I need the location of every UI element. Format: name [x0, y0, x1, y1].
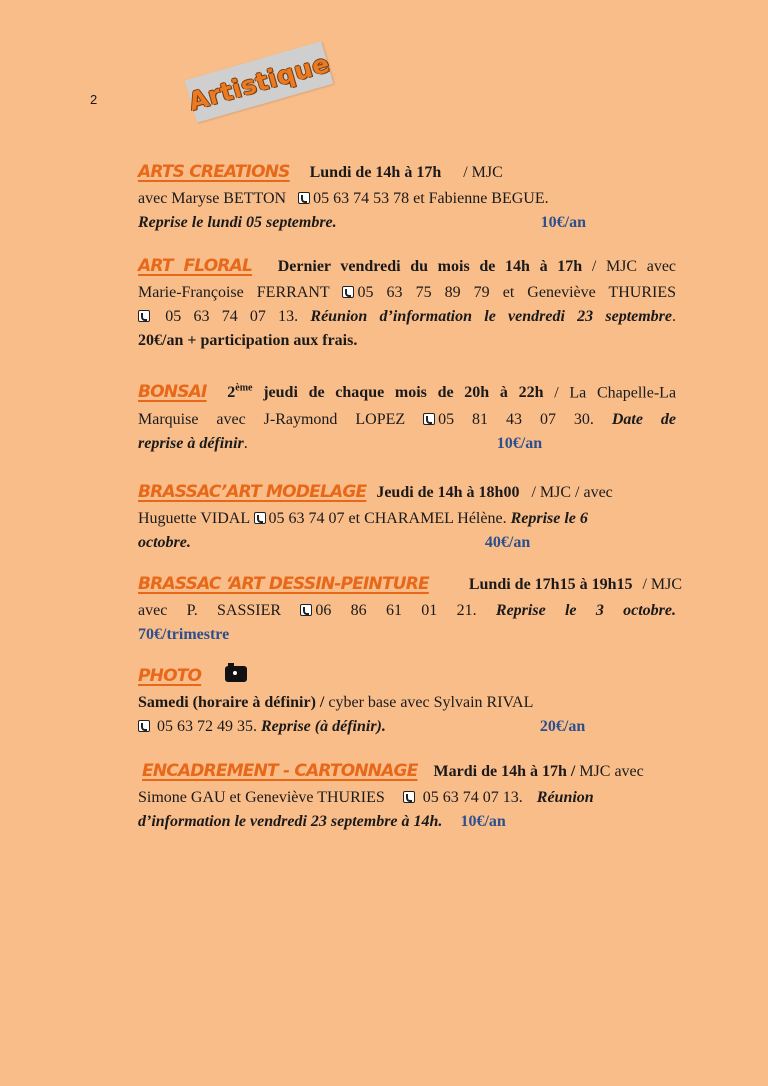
- reprise-info: Reprise (à définir).: [261, 718, 386, 735]
- category-badge: [185, 41, 334, 122]
- date-info: Date de: [611, 411, 677, 429]
- place-contact: cyber base avec Sylvain RIVAL: [328, 694, 534, 711]
- schedule: Dernier vendredi du mois de 14h à 17h: [277, 258, 583, 275]
- reunion-info: Réunion d’information le vendredi 23 septembre: [310, 308, 673, 325]
- schedule: jeudi de chaque mois de 20h à 22h: [263, 384, 544, 402]
- reprise-info: Reprise le 6: [510, 510, 588, 527]
- phone-icon: [138, 720, 150, 732]
- section-brassac-dessin: [138, 570, 683, 647]
- contact-phone: 05 63 74 07 13.: [165, 308, 299, 325]
- schedule: Samedi (horaire à définir) /: [138, 694, 325, 711]
- section-title: BRASSAC ‘ART DESSIN-PEINTURE: [138, 574, 429, 594]
- contact-phone: 06 86 61 01 21.: [315, 602, 477, 619]
- reprise-info-cont: octobre.: [138, 534, 191, 551]
- category-badge-label: Artistique: [185, 48, 333, 116]
- section-title: ART FLORAL: [138, 256, 253, 276]
- reunion-info-cont: d’information le vendredi 23 septembre à 14h.: [138, 813, 443, 830]
- reunion-info: Réunion: [536, 789, 594, 806]
- contact-names: avec P. SASSIER: [138, 602, 282, 619]
- phone-icon: [403, 791, 415, 803]
- price: 10€/an: [460, 813, 506, 830]
- page-number: 2: [90, 92, 98, 107]
- price: 70€/trimestre: [138, 626, 230, 643]
- price: 10€/an: [496, 435, 543, 453]
- reprise-info: Reprise le 3 octobre.: [495, 602, 677, 619]
- place: / La Chapelle-La: [554, 384, 677, 402]
- schedule: Mardi de 14h à 17h /: [433, 763, 576, 780]
- reprise-info: reprise à définir: [138, 435, 244, 453]
- section-art-floral: [138, 252, 676, 353]
- place: / MJC: [463, 164, 503, 181]
- contact-phone: 05 63 75 89 79 et Geneviève THURIES: [357, 284, 677, 301]
- section-title: ARTS CREATIONS: [138, 162, 290, 182]
- contact-phone: 05 81 43 07 30.: [438, 411, 594, 429]
- schedule: Lundi de 14h à 17h: [309, 164, 442, 181]
- place: / MJC avec: [591, 258, 677, 275]
- contact-phone: 05 63 72 49 35.: [157, 718, 257, 735]
- phone-icon: [298, 192, 310, 204]
- contact-names: Simone GAU et Geneviève THURIES: [138, 789, 385, 806]
- ordinal-suffix: ème: [235, 383, 253, 394]
- ordinal: 2: [227, 384, 236, 402]
- price: 20€/an: [539, 718, 586, 735]
- phone-icon: [423, 413, 435, 425]
- section-arts-creations: [138, 158, 676, 235]
- section-encadrement: [138, 757, 676, 834]
- contact-phone: 05 63 74 53 78 et Fabienne BEGUE.: [313, 190, 549, 207]
- price: 20€/an + participation aux frais.: [138, 332, 358, 349]
- contact-phone: 05 63 74 07 et CHARAMEL Hélène.: [268, 510, 507, 527]
- phone-icon: [342, 286, 354, 298]
- place: MJC avec: [579, 763, 644, 780]
- contact-names: avec Maryse BETTON: [138, 190, 287, 207]
- section-photo: [138, 662, 676, 739]
- section-title: BRASSAC’ART MODELAGE: [138, 482, 367, 502]
- schedule: Jeudi de 14h à 18h00: [376, 484, 520, 501]
- contact-phone: 05 63 74 07 13.: [422, 789, 523, 806]
- place: / MJC / avec: [531, 484, 613, 501]
- section-title: BONSAI: [138, 382, 207, 403]
- schedule: Lundi de 17h15 à 19h15: [468, 576, 633, 593]
- section-title: ENCADREMENT - CARTONNAGE: [142, 761, 418, 781]
- contact-names: Marie-Françoise FERRANT: [138, 284, 330, 301]
- period: .: [672, 308, 677, 325]
- price: 40€/an: [484, 534, 531, 551]
- price: 10€/an: [540, 214, 586, 231]
- place: / MJC: [642, 576, 683, 593]
- section-title: PHOTO: [138, 666, 202, 686]
- phone-icon: [300, 604, 312, 616]
- reprise-info: Reprise le lundi 05 septembre.: [138, 214, 337, 231]
- camera-icon: [225, 666, 247, 682]
- phone-icon: [138, 310, 150, 322]
- section-brassac-modelage: [138, 478, 676, 555]
- section-bonsai: [138, 374, 676, 456]
- phone-icon: [254, 512, 266, 524]
- period: .: [243, 435, 248, 453]
- contact-names: Huguette VIDAL: [138, 510, 250, 527]
- contact-names: Marquise avec J-Raymond LOPEZ: [138, 411, 406, 429]
